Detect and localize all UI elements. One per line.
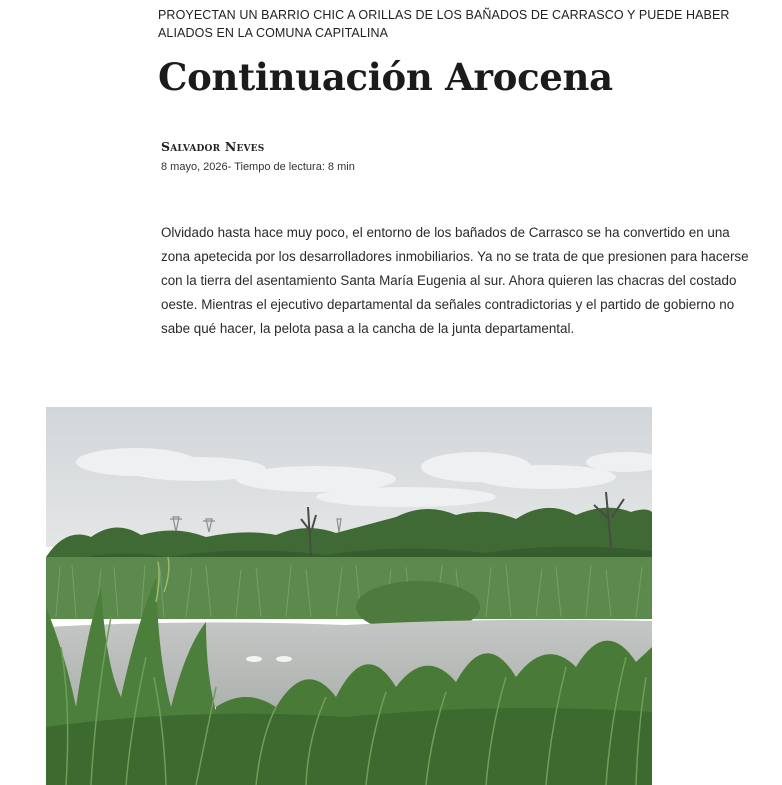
- article-meta: [161, 161, 355, 173]
- article-lede: Olvidado hasta hace muy poco, el entorno de los bañados de Carrasco se ha convertido en una zona apetecida por los desarrolladores inmobiliarios. Ya no se trata de que presionen para hacerse con la tierra del asentamiento Santa María Eugenia al sur. Ahora quieren las chacras del costado oeste. Mientras el ejecutivo departamental da señales contradictorias y el partido de gobierno no sabe qué hacer, la pelota pasa a la cancha de la junta departamental.: [161, 225, 749, 336]
- reed-bed: [46, 557, 652, 619]
- article-title: Continuación Arocena: [158, 55, 613, 99]
- reading-time: Tiempo de lectura: 8 min: [234, 161, 355, 173]
- author-name[interactable]: Salvador Neves: [161, 139, 265, 154]
- wetland-photo-illustration: [46, 407, 652, 785]
- article-kicker: PROYECTAN UN BARRIO CHIC A ORILLAS DE LOS BAÑADOS DE CARRASCO Y PUEDE HABER ALIADOS EN LA COMUNA CAPITALINA: [158, 8, 730, 40]
- publish-date: 8 mayo, 2026: [161, 161, 228, 173]
- meta-separator: -: [227, 161, 235, 173]
- article-photo: [46, 407, 652, 785]
